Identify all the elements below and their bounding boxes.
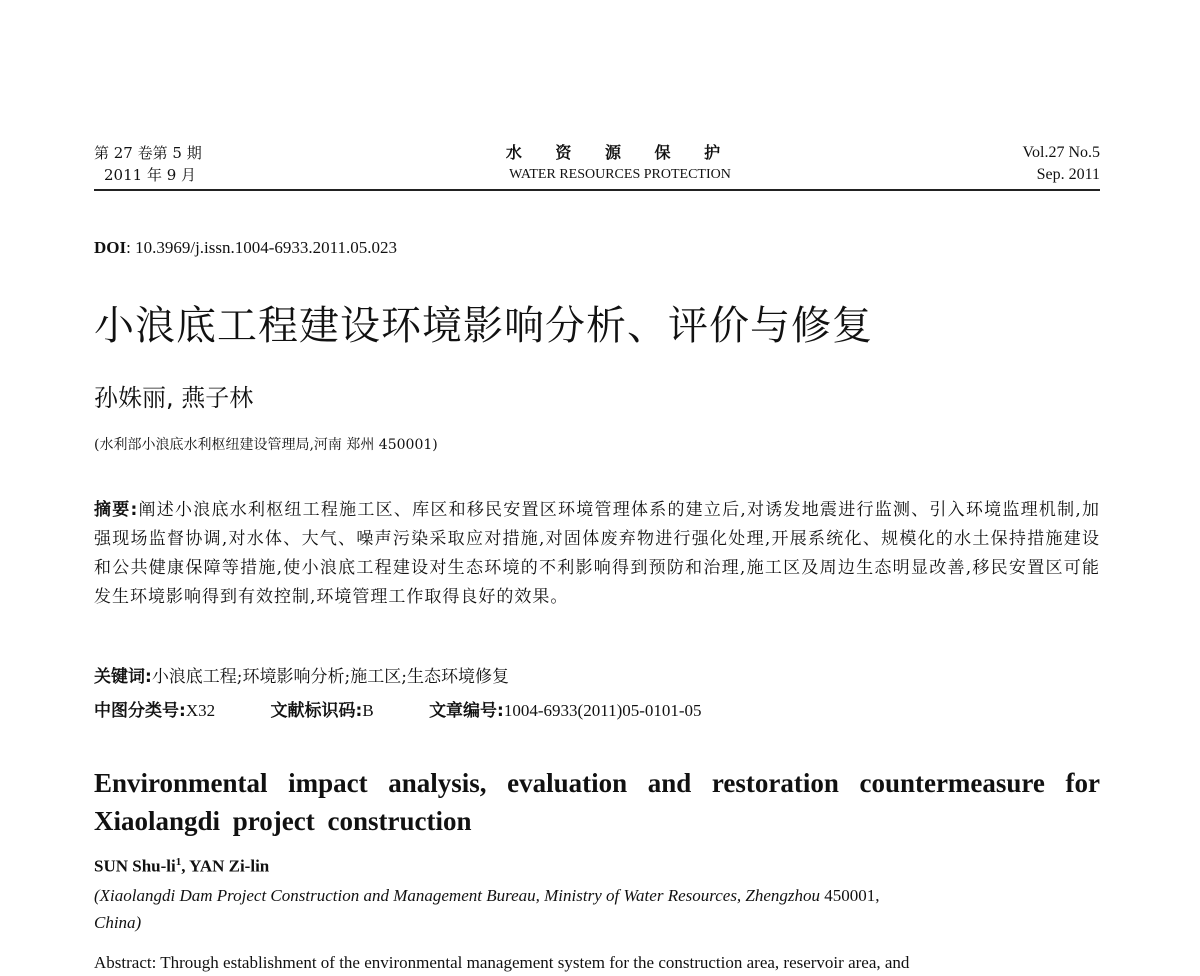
title-cn: 小浪底工程建设环境影响分析、评价与修复 [94,303,873,349]
author-en-affil-mark: 1 [175,856,182,868]
volume-en: Vol.27 No.5 [1022,144,1100,161]
keywords-cn-label: 关键词: [94,667,152,687]
doc-code-value: B [362,701,374,720]
journal-issue-cn [94,142,202,186]
keywords-cn [94,664,509,690]
date-en: Sep. 2011 [1036,166,1100,183]
affiliation-en-text: (Xiaolangdi Dam Project Construction and Management Bureau, Ministry of Water Resources, Zhengzhou [94,886,821,905]
article-number-label: 文章编号: [429,701,504,721]
clc-label: 中图分类号: [94,701,186,721]
doi-value: : 10.3969/j.issn.1004-6933.2011.05.023 [126,238,398,257]
affiliation-cn: (水利部小浪底水利枢纽建设管理局,河南 郑州 450001) [94,437,438,453]
doi [94,238,397,258]
authors-cn: 孙姝丽, 燕子林 [94,384,254,412]
doi-label: DOI [94,238,127,257]
author-en-rest: , YAN Zi-lin [181,856,270,876]
article-number-value: 1004-6933(2011)05-0101-05 [503,701,702,720]
article-number [429,698,702,724]
abstract-en-partial: Abstract: Through establishment of the environmental management system for the construction area, reservoir area, and [94,953,910,972]
document-code [271,698,374,724]
doc-code-label: 文献标识码: [270,701,363,721]
abstract-cn-text: 阐述小浪底水利枢纽工程施工区、库区和移民安置区环境管理体系的建立后,对诱发地震进行监测、引入环境监理机制,加强现场监督协调,对水体、大气、噪声污染采取应对措施,对固体废弃物进行强化处理,开展系统化、规模化的水土保持措施建设和公共健康保障等措施,使小浪底工程建设对生态环境的不利影响得到预防和治理,施工区及周边生态明显改善,移民安置区可能发生环境影响得到有效控制,环境管理工作取得良好的效果。 [94,500,1100,607]
journal-name-en: WATER RESOURCES PROTECTION [509,167,731,182]
affiliation-en-postcode: 450001, [820,886,880,905]
date-cn: 2011 年 9 月 [104,166,197,184]
abstract-cn-label: 摘要: [94,500,139,520]
journal-issue-en [940,142,1100,186]
clc-value: X32 [185,701,216,720]
affiliation-en-country: China) [94,913,142,932]
header-rule [94,189,1100,191]
keywords-cn-text: 小浪底工程;环境影响分析;施工区;生态环境修复 [151,667,509,687]
abstract-cn [94,496,1100,612]
journal-name [450,142,790,186]
volume-cn: 第 27 卷第 5 期 [94,144,202,162]
classification-row [94,698,752,724]
journal-name-cn: 水 资 源 保 护 [505,143,735,162]
authors-en [94,856,269,877]
clc-number [94,698,215,724]
author-en-first: SUN Shu-li [94,856,176,876]
affiliation-en [94,882,1100,936]
title-en: Environmental impact analysis, evaluation and restoration countermeasure for Xiaolangdi project construction [94,768,1100,836]
